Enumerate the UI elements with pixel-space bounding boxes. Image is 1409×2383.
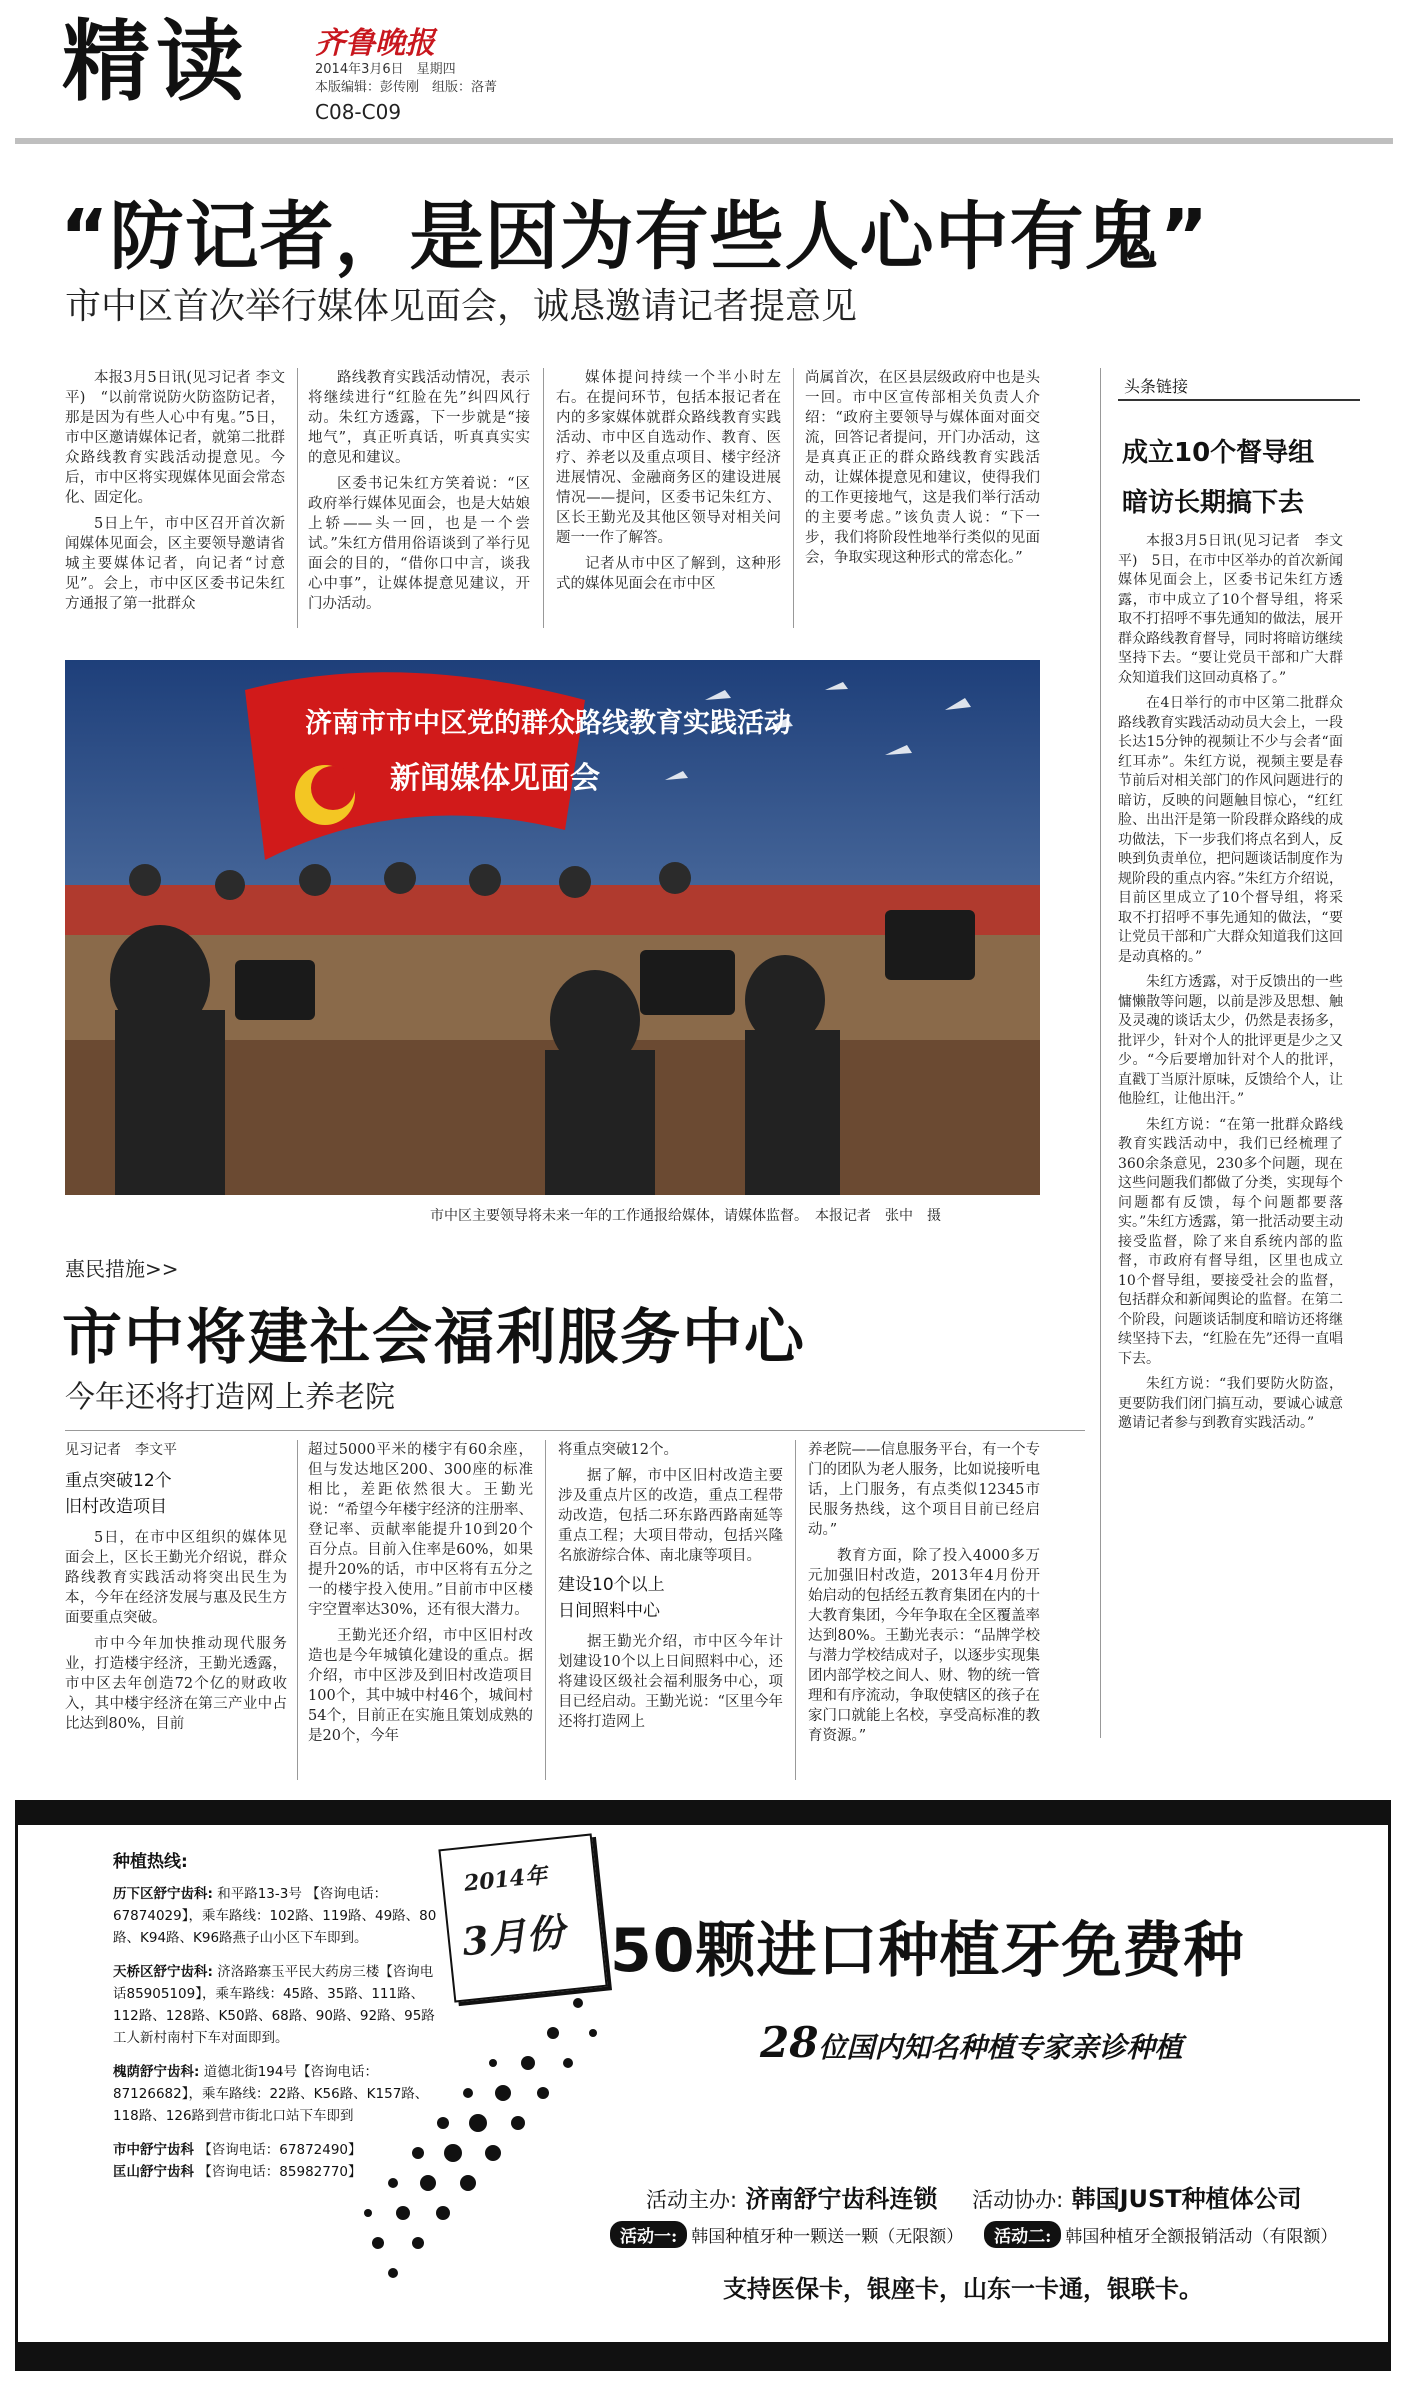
paragraph: 朱红方说：“我们要防火防盗，更要防我们闭门搞互动，要诚心诚意邀请记者参与到教育实践活动。” (1118, 1376, 1343, 1431)
paragraph: 在4日举行的市中区第二批群众路线教育实践活动动员大会上，一段长达15分钟的视频让不少与会者“面红耳赤”。朱红方说，视频主要是春节前后对相关部门的作风问题进行的暗访，反映的问题触目惊心，“红红脸、出出汗是第一阶段群众路线的成功做法，下一步我们将点名到人，反映到负责单位，把问题谈话制度作为规阶段的重点内容。”朱红方介绍说，目前区里成立了10个督导组，将采取不打招呼不事先通知的做法，“要让党员干部和广大群众知道我们这回是动真格的。” (1118, 695, 1343, 965)
page-numbers: C08-C09 (315, 100, 402, 124)
branch-detail: 【咨询电话：85982770】 (198, 2164, 362, 2180)
section-tag: 惠民措施>> (65, 1257, 179, 1281)
main-column-3 (556, 368, 781, 600)
byline: 见习记者 李文平 (65, 1442, 177, 1458)
second-column-4 (808, 1440, 1040, 1752)
paragraph: 朱红方说：“在第一批群众路线教育实践活动中，我们已经梳理了360余条意见，230多个问题，现在这些问题我们都做了分类，实现每个问题都有反馈，每个问题都要落实。”朱红方透露，第一批活动要主动接受监督，除了来自系统内部的监督，市政府有督导组，区里也成立10个督导组，要接受社会的监督，包括群众和新闻舆论的监督。在第二个阶段，问题谈话制度和暗访还将继续坚持下去，“红脸在先”还得一直唱下去。 (1118, 1116, 1343, 1367)
story-rule (65, 1430, 1085, 1431)
second-column-1 (65, 1440, 287, 1740)
branch-name: 天桥区舒宁齿科: (113, 1964, 213, 1980)
subhead-2-line2: 日间照料中心 (558, 1601, 660, 1621)
column-divider (795, 1440, 796, 1780)
paragraph: 朱红方透露，对于反馈出的一些慵懒散等问题，以前是涉及思想、触及灵魂的谈话太少，仍然是表扬多，批评少，针对个人的批评更是少之又少。“今后要增加针对个人的批评，直戳丁当原汁原味，反馈给个人，让他脸红，让他出汗。” (1118, 974, 1343, 1107)
sidebar-divider (1100, 368, 1101, 1738)
main-column-4 (805, 368, 1040, 574)
section-title: 精读 (62, 10, 251, 113)
paragraph: 据王勤光介绍，市中区今年计划建设10个以上日间照料中心，还将建设区级社会福利服务中心，项目已经启动。王勤光说：“区里今年还将打造网上 (558, 1634, 783, 1730)
sidebar-body (1118, 532, 1343, 1440)
ad-subheadline (760, 2018, 1182, 2067)
column-divider (297, 368, 298, 628)
hotline-title: 种植热线: (113, 1852, 188, 1872)
branch-detail: 道德北街194号【咨询电话：87126682】，乘车路线：22路、K56路、K157路、118路、126路到营市街北口站下车即到 (113, 2064, 429, 2124)
photo-caption: 市中区主要领导将未来一年的工作通报给媒体，请媒体监督。 本报记者 张中 摄 (430, 1208, 941, 1224)
activity-1-text: 韩国种植牙种一颗送一颗（无限额） (691, 2227, 964, 2247)
branch-name: 匡山舒宁齿科 (113, 2164, 194, 2180)
paragraph: 路线教育实践活动情况，表示将继续进行“红脸在先”纠四风行动。朱红方透露，下一步就是“接地气”，真正听真话，听真真实实的意见和建议。 (308, 370, 530, 466)
paragraph: 养老院——信息服务平台，有一个专门的团队为老人服务，比如说接听电话，上门服务，有点类似12345市民服务热线，这个项目目前已经启动。” (808, 1442, 1040, 1538)
paragraph: 本报3月5日讯(见习记者 李文平) “以前常说防火防盗防记者，那是因为有些人心中有鬼。”5日，市中区邀请媒体记者，就第二批群众路线教育实践活动提意见。今后，市中区将实现媒体见面会常态化、固定化。 (65, 370, 285, 506)
paragraph: 将重点突破12个。 (558, 1442, 678, 1458)
paragraph: 区委书记朱红方笑着说：“区政府举行媒体见面会，也是大姑娘上轿——头一回，也是一个尝试。”朱红方借用俗语谈到了举行见面会的目的，“借你口中言，谈我心中事”，让媒体提意见建议，开门办活动。 (308, 476, 530, 612)
main-headline: “防记者，是因为有些人心中有鬼” (60, 194, 1210, 280)
paragraph: 据了解，市中区旧村改造主要涉及重点片区的改造，重点工程带动改造，包括二环东路西路南延等重点工程；大项目带动，包括兴隆名旅游综合体、南北康等项目。 (558, 1468, 783, 1564)
paragraph: 王勤光还介绍，市中区旧村改造也是今年城镇化建设的重点。据介绍，市中区涉及到旧村改造项目100个，其中城中村46个，城间村54个，目前正在实施且策划成熟的是20个，今年 (308, 1628, 533, 1744)
calendar-icon (438, 1833, 607, 2002)
main-column-1 (65, 368, 285, 620)
co-organizer-name: 韩国JUST种植体公司 (1071, 2185, 1302, 2213)
banner-text-line2: 新闻媒体见面会 (390, 761, 600, 796)
activity-2-text: 韩国种植牙全额报销活动（有限额） (1065, 2227, 1338, 2247)
issue-date: 2014年3月6日 星期四 (315, 62, 456, 77)
banner-text-line1: 济南市市中区党的群众路线教育实践活动 (305, 708, 791, 739)
branch-detail: 济洛路寨玉平民大药房三楼【咨询电话85905109】，乘车路线：45路、35路、111路、112路、128路、K50路、68路、90路、92路、95路工人新村南村下车对面即到。 (113, 1964, 435, 2046)
column-divider (545, 1440, 546, 1780)
ad-top-band (18, 1803, 1388, 1825)
second-column-2 (308, 1440, 533, 1752)
header-rule (15, 138, 1393, 144)
paragraph: 5日，在市中区组织的媒体见面会上，区长王勤光介绍说，群众路线教育实践活动将突出民生为本，今年在经济发展与惠及民生方面要重点突破。 (65, 1530, 287, 1626)
calendar-month: 3月份 (459, 1908, 567, 1965)
column-divider (297, 1440, 298, 1780)
branch-name: 槐荫舒宁齿科: (113, 2064, 200, 2080)
branch-name: 历下区舒宁齿科: (113, 1886, 213, 1902)
main-subheadline: 市中区首次举行媒体见面会，诚恳邀请记者提意见 (65, 286, 858, 327)
expert-text: 位国内知名种植专家亲诊种植 (818, 2031, 1183, 2064)
paragraph: 记者从市中区了解到，这种形式的媒体见面会在市中区 (556, 556, 781, 592)
calendar-year: 2014年 (462, 1862, 549, 1897)
expert-count: 28 (760, 2018, 819, 2067)
branch-detail: 和平路13-3号 【咨询电话：67874029】，乘车路线：102路、119路、49路、80路、K94路、K96路燕子山小区下车即到。 (113, 1886, 437, 1946)
press-conference-photo (65, 660, 1040, 1195)
paragraph: 5日上午，市中区召开首次新闻媒体见面会，区主要领导邀请省城主要媒体记者，向记者“讨意见”。会上，市中区区委书记朱红方通报了第一批群众 (65, 516, 285, 612)
co-organizer-label: 活动协办: (972, 2188, 1064, 2212)
editor-credits: 本版编辑：彭传刚 组版：洛菁 (315, 80, 498, 95)
branch-name: 市中舒宁齿科 (113, 2142, 194, 2158)
paragraph: 教育方面，除了投入4000多万元加强旧村改造，2013年4月份开始启动的包括经五教育集团在内的十大教育集团，今年争取在全区覆盖率达到80%。王勤光表示：“品牌学校与潜力学校结成对子，以逐步实现集团内部学校之间人、财、物的统一管理和有序流动，争取使辖区的孩子在家门口就能上名校，享受高标准的教育资源。” (808, 1548, 1040, 1744)
second-headline: 市中将建社会福利服务中心 (62, 1303, 806, 1373)
sidebar-title-line2: 暗访长期搞下去 (1122, 488, 1305, 518)
sidebar-tag: 头条链接 (1118, 372, 1360, 401)
paragraph: 本报3月5日讯(见习记者 李文平) 5日，在市中区举办的首次新闻媒体见面会上，区委书记朱红方透露，市中成立了10个督导组，将采取不打招呼不事先通知的做法，展开群众路线教育督导，同时将暗访继续坚持下去。“要让党员干部和广大群众知道我们这回动真格了。” (1118, 533, 1343, 686)
activity-2-label: 活动二: (984, 2221, 1061, 2248)
ad-headline: 50颗进口种植牙免费种 (610, 1916, 1245, 1986)
subhead-1-line2: 旧村改造项目 (65, 1497, 167, 1517)
accepted-cards: 支持医保卡，银座卡，山东一卡通，银联卡。 (723, 2274, 1203, 2303)
dental-advertisement (15, 1800, 1391, 2371)
newspaper-logo: 齐鲁晚报 (315, 26, 435, 61)
photo-illustration (65, 660, 1040, 1195)
subhead-1-line1: 重点突破12个 (65, 1471, 172, 1491)
column-divider (793, 368, 794, 628)
activity-1-label: 活动一: (610, 2221, 687, 2248)
column-divider (543, 368, 544, 628)
paragraph: 超过5000平米的楼宇有60余座，但与发达地区200、300座的标准相比，差距依然很大。王勤光说：“希望今年楼宇经济的注册率、登记率、贡献率能提升10到20个百分点。目前入住率是60%，如果提升20%的话，市中区将有五分之一的楼宇投入使用。”目前市中区楼宇空置率达30%，还有很大潜力。 (308, 1442, 533, 1618)
paragraph: 媒体提问持续一个半小时左右。在提问环节，包括本报记者在内的多家媒体就群众路线教育实践活动、市中区自选动作、教育、医疗、养老以及重点项目、楼宇经济进展情况、金融商务区的建设进展情况——提问，区委书记朱红方、区长王勤光及其他区领导对相关问题一一作了解答。 (556, 370, 781, 546)
sidebar-title-line1: 成立10个督导组 (1122, 438, 1315, 468)
ad-activities (610, 2221, 1337, 2248)
subhead-2-line1: 建设10个以上 (558, 1575, 665, 1595)
second-subheadline: 今年还将打造网上养老院 (65, 1380, 395, 1415)
ad-organizers (646, 2179, 1302, 2214)
ad-bottom-band (18, 2342, 1388, 2368)
branch-detail: 【咨询电话：67872490】 (198, 2142, 362, 2158)
organizer-name: 济南舒宁齿科连锁 (745, 2185, 938, 2213)
paragraph: 尚属首次，在区县层级政府中也是头一回。市中区宣传部相关负责人介绍：“政府主要领导与媒体面对面交流，回答记者提问，开门办活动，这是真真正正的群众路线教育实践活动，让媒体提意见和建议，使得我们的工作更接地气，这是我们举行活动的主要考虑。”该负责人说：“下一步，我们将阶段性地举行类似的见面会，争取实现这种形式的常态化。” (805, 370, 1040, 566)
paragraph: 市中今年加快推动现代服务业，打造楼宇经济，王勤光透露，市中区去年创造72个亿的财政收入，其中楼宇经济在第三产业中占比达到80%，目前 (65, 1636, 287, 1732)
second-column-3 (558, 1440, 783, 1738)
organizer-label: 活动主办: (646, 2188, 738, 2212)
main-column-2 (308, 368, 530, 620)
